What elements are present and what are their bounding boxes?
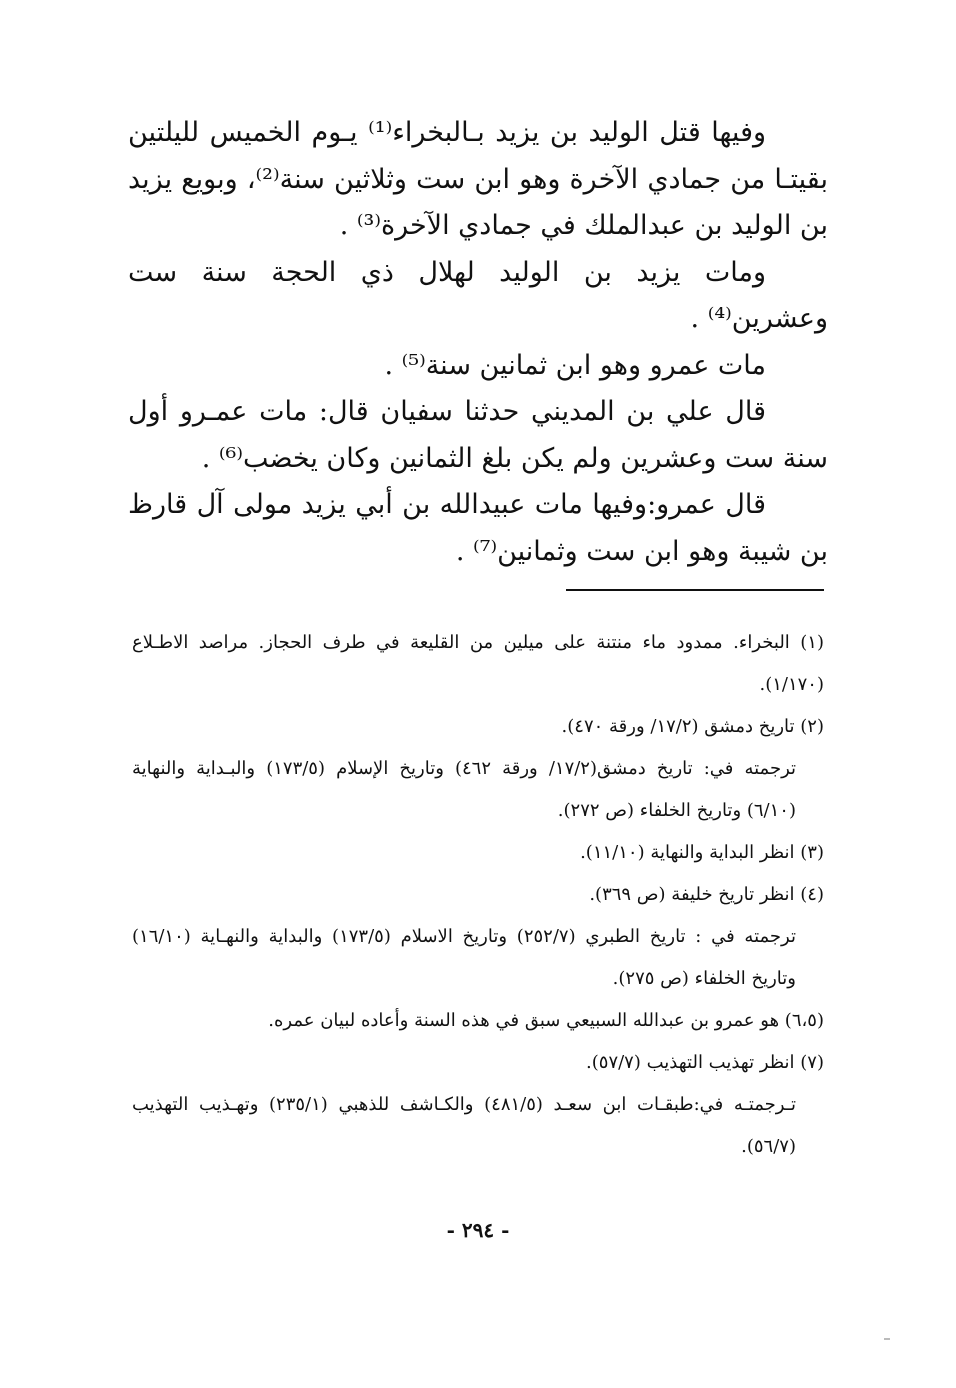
footnote-4: (٤) انظر تاريخ خليفة (ص ٣٦٩). (589, 884, 824, 905)
footnote-separator (566, 589, 824, 591)
paragraph-4: قال علي بن المديني حدثنا سفيان قال: مات عمـرو أول سنة ست وعشرين ولم يكن بلغ الثمانين وكان يخضب⁽⁶⁾ . (128, 396, 828, 474)
footnote-4-biography: ترجمته في : تاريخ الطبري (٢٥٢/٧) وتاريخ الاسلام (١٧٣/٥) والبداية والنهـاية (١٦/١٠) وتاريخ الخلفاء (ص ٢٧٥). (132, 926, 796, 989)
footnote-2-biography: ترجمته في: تاريخ دمشق(١٧/٢/ ورقة ٤٦٢) وتاريخ الإسلام (١٧٣/٥) والبـداية والنهاية (٦/١٠) وتاريخ الخلفاء (ص ٢٧٢). (132, 758, 797, 821)
footnote-1: (١) البخراء. ممدود ماء منتنة على ميلين من القليعة في طرف الحجاز. مراصد الاطـلاع (١/١٧٠). (132, 632, 824, 695)
footnote-2: (٢) تاريخ دمشق (١٧/٢/ ورقة ٤٧٠). (561, 716, 824, 737)
paragraph-5: قال عمرو:وفيها مات عبيدالله بن أبي يزيد مولى آل قارظ بن شيبة وهو ابن ست وثمانين⁽⁷⁾ . (128, 489, 828, 567)
footnote-7: (٧) انظر تهذيب التهذيب (٥٧/٧). (586, 1052, 824, 1073)
footnote-3: (٣) انظر البداية والنهاية (١١/١٠). (580, 842, 824, 863)
footnote-7-biography: تـرجمتـه في:طبقـات ابن سعـد (٤٨١/٥) والكـاشف للذهبي (٢٣٥/١) وتهـذيب التهذيب (٥٦/٧). (132, 1094, 797, 1157)
main-text (128, 110, 828, 575)
paragraph-2: ومات يزيد بن الوليد لهلال ذي الحجة سنة ست وعشرين⁽⁴⁾ . (128, 256, 828, 334)
paragraph-1: وفيها قتل الوليد بن يزيد بـالبخراء⁽¹⁾ يـوم الخميس لليلتين بقيتـا من جمادي الآخرة وهو ابن ست وثلاثين سنة⁽²⁾، وبويع يزيد بن الوليد بن عبدالملك في جمادي الآخرة⁽³⁾ . (128, 117, 828, 241)
page-number: - ٢٩٤ - (446, 1218, 510, 1242)
scan-mark (884, 1338, 890, 1340)
footnotes (132, 622, 824, 1168)
paragraph-3: مات عمرو وهو ابن ثمانين سنة⁽⁵⁾ . (384, 349, 766, 381)
footnote-5-6: (٦،٥) هو عمرو بن عبدالله السبيعي سبق في هذه السنة وأعاده لبيان عمره. (268, 1010, 824, 1031)
